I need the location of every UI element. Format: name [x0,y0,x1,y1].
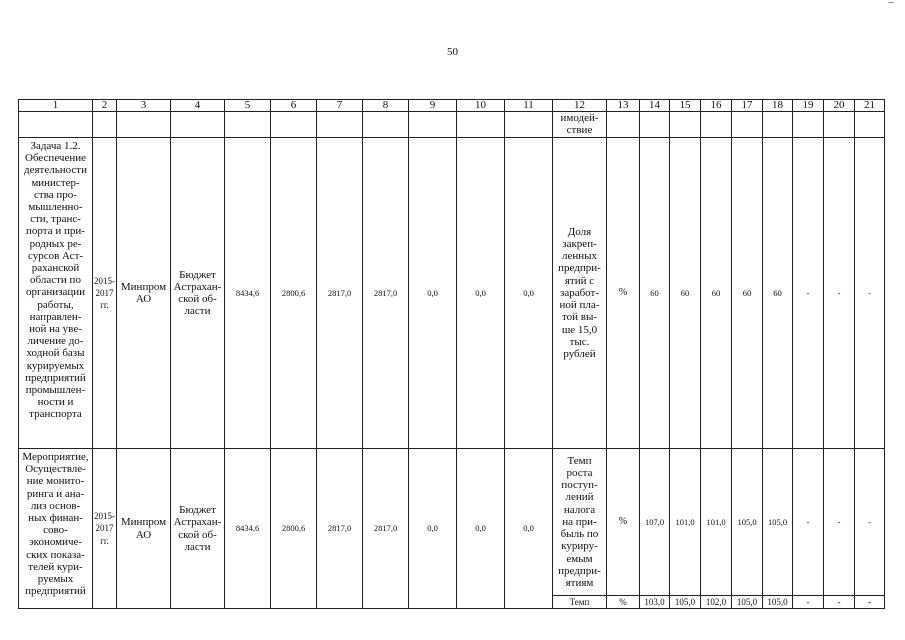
funding-source-cell: Бюджет Астрахан- ской об- ласти [171,138,225,449]
amount-cell: 0,0 [505,449,553,609]
col-number: 2 [93,100,117,112]
amount-cell: 0,0 [505,138,553,449]
value-cell: - [824,449,855,596]
indicator-cell: Темп роста поступ- лений налога на при- быль по куриру- емым предпри- ятиям [553,449,607,596]
amount-cell: 0,0 [409,138,457,449]
value-cell: 105,0 [670,596,701,609]
value-cell: 105,0 [732,596,763,609]
scan-mark [888,2,894,3]
value-cell: 60 [640,138,670,449]
value-cell: 105,0 [763,596,793,609]
program-table [18,99,885,609]
col-number: 1 [19,100,93,112]
indicator-cell: Темп [553,596,607,609]
unit-cell: % [607,138,640,449]
page-number: 50 [447,46,458,58]
value-cell: 60 [763,138,793,449]
col-number: 3 [117,100,171,112]
value-cell: - [855,596,885,609]
col-number: 8 [363,100,409,112]
indicator-cell: Доля закреп- ленных предпри- ятий с заработ- ной пла- той вы- ше 15,0 тыс. рублей [553,138,607,449]
value-cell: 102,0 [701,596,732,609]
amount-cell: 2817,0 [363,449,409,609]
indicator-cell: имодей- ствие [553,112,607,138]
amount-total-cell: 8434,6 [225,449,271,609]
amount-cell: 2800,6 [271,138,317,449]
column-number-row [19,100,885,112]
amount-cell: 0,0 [457,449,505,609]
amount-cell: 0,0 [457,138,505,449]
value-cell: - [855,138,885,449]
value-cell: - [793,138,824,449]
col-number: 4 [171,100,225,112]
amount-cell: 2817,0 [317,449,363,609]
measure-row [19,449,885,596]
amount-cell: 2800,6 [271,449,317,609]
col-number: 19 [793,100,824,112]
col-number: 18 [763,100,793,112]
value-cell: 101,0 [701,449,732,596]
col-number: 12 [553,100,607,112]
col-number: 21 [855,100,885,112]
amount-cell: 2817,0 [317,138,363,449]
col-number: 15 [670,100,701,112]
col-number: 14 [640,100,670,112]
col-number: 6 [271,100,317,112]
col-number: 10 [457,100,505,112]
value-cell: - [824,138,855,449]
measure-name-cell: Мероприятие, Осуществле- ние монито- ринга и ана- лиз основ- ных финан- сово- экономиче- ских показа- телей кури- руемых предприятий [19,449,93,609]
period-cell: 2015- 2017 гг. [93,449,117,609]
amount-cell: 2817,0 [363,138,409,449]
col-number: 5 [225,100,271,112]
task-name-cell: Задача 1.2. Обеспечение деятельности министер- ства про- мышленно- сти, транс- порта и при- родных ре- сурсов Аст- раханской области по организации работы, направлен- ной на уве- личение до- ходной базы курируемых предприятий промышлен- ности и транспорта [19,138,93,449]
unit-cell: % [607,596,640,609]
value-cell: 107,0 [640,449,670,596]
executor-cell: Минпром АО [117,449,171,609]
value-cell: - [793,449,824,596]
col-number: 13 [607,100,640,112]
value-cell: 103,0 [640,596,670,609]
executor-cell: Минпром АО [117,138,171,449]
col-number: 20 [824,100,855,112]
period-cell: 2015- 2017 гг. [93,138,117,449]
funding-source-cell: Бюджет Астрахан- ской об- ласти [171,449,225,609]
col-number: 9 [409,100,457,112]
unit-cell: % [607,449,640,596]
value-cell: 105,0 [763,449,793,596]
value-cell: 101,0 [670,449,701,596]
amount-total-cell: 8434,6 [225,138,271,449]
col-number: 7 [317,100,363,112]
amount-cell: 0,0 [409,449,457,609]
col-number: 16 [701,100,732,112]
value-cell: 60 [701,138,732,449]
value-cell: - [855,449,885,596]
value-cell: - [793,596,824,609]
col-number: 17 [732,100,763,112]
value-cell: - [824,596,855,609]
value-cell: 60 [670,138,701,449]
continuation-row [19,112,885,138]
col-number: 11 [505,100,553,112]
task-row [19,138,885,449]
value-cell: 60 [732,138,763,449]
value-cell: 105,0 [732,449,763,596]
